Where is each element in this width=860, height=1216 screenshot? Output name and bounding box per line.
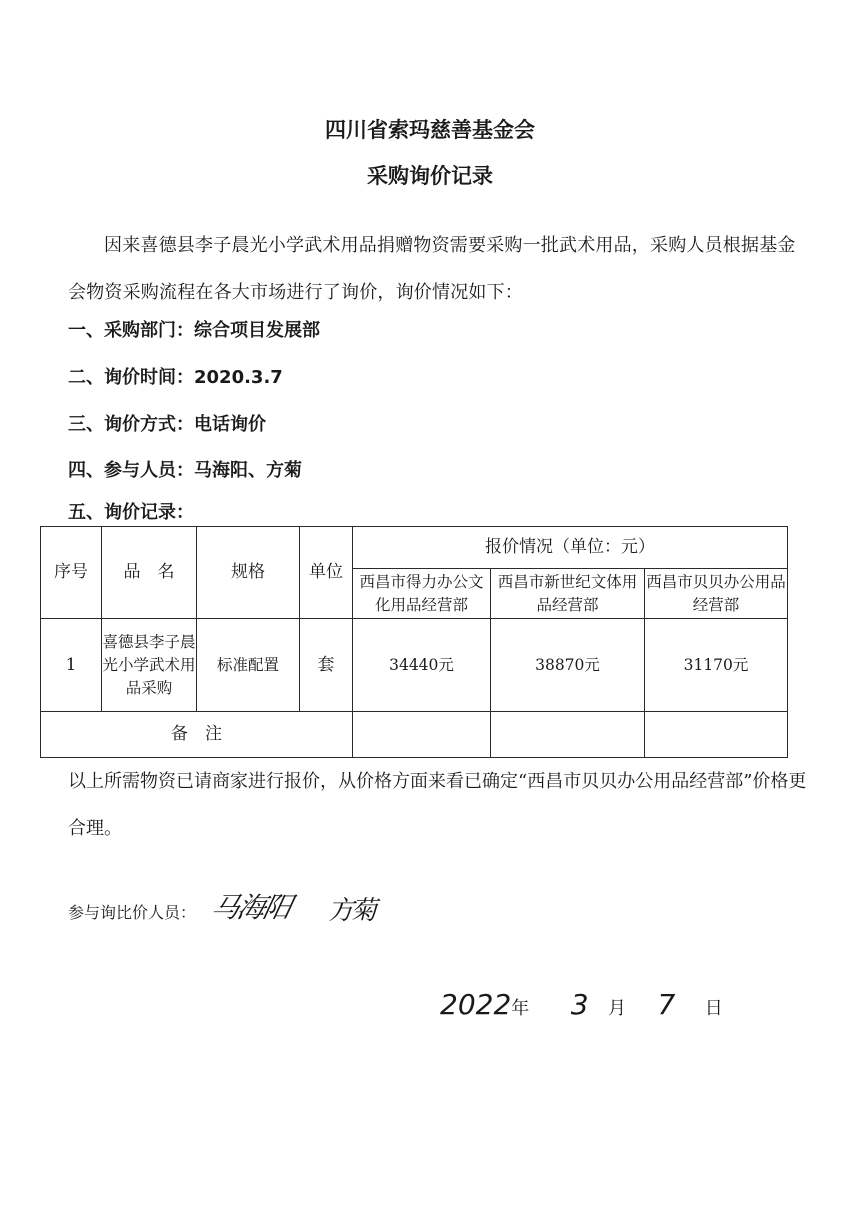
header-name: 品 名	[102, 527, 197, 619]
item-label: 四、参与人员：	[68, 460, 194, 481]
signature-handwritten: 方菊	[328, 896, 375, 926]
vendor-header: 西昌市得力办公文化用品经营部	[353, 569, 491, 619]
item-value: 电话询价	[194, 414, 266, 435]
row-seq: 1	[41, 619, 102, 711]
date-month: 3	[570, 988, 589, 1021]
item-inquiry-time	[68, 363, 283, 389]
header-quote-group: 报价情况（单位：元）	[353, 527, 788, 569]
document-title: 四川省索玛慈善基金会	[325, 118, 535, 142]
vendor-header: 西昌市贝贝办公用品经营部	[645, 569, 788, 619]
signature-label: 参与询比价人员：	[68, 903, 197, 922]
item-value: 2020.3.7	[194, 367, 283, 388]
row-name: 喜德县李子晨光小学武术用品采购	[102, 619, 197, 711]
item-inquiry-record	[68, 498, 194, 524]
item-value: 综合项目发展部	[194, 320, 320, 341]
remark-cell	[491, 711, 645, 757]
item-inquiry-method	[68, 410, 266, 436]
signature-handwritten: 马海阳	[208, 891, 294, 924]
header-seq: 序号	[41, 527, 102, 619]
row-unit: 套	[300, 619, 353, 711]
conclusion-paragraph: 以上所需物资已请商家进行报价，从价格方面来看已确定“西昌市贝贝办公用品经营部”价格更合理。	[68, 771, 807, 839]
remark-cell	[645, 711, 788, 757]
item-department	[68, 316, 320, 342]
row-price: 34440元	[353, 619, 491, 711]
header-row	[41, 527, 788, 569]
table-row	[41, 619, 788, 711]
row-price: 31170元	[645, 619, 788, 711]
remark-cell	[353, 711, 491, 757]
signing-date	[440, 988, 723, 1021]
item-label: 二、询价时间：	[68, 367, 194, 388]
date-year: 2022	[440, 988, 512, 1021]
remark-row	[41, 711, 788, 757]
remark-label: 备 注	[41, 711, 353, 757]
intro-paragraph: 因来喜德县李子晨光小学武术用品捐赠物资需要采购一批武术用品，采购人员根据基金会物资采购流程在各大市场进行了询价，询价情况如下：	[68, 235, 796, 303]
header-spec: 规格	[197, 527, 300, 619]
header-unit: 单位	[300, 527, 353, 619]
vendor-header: 西昌市新世纪文体用品经营部	[491, 569, 645, 619]
item-label: 一、采购部门：	[68, 320, 194, 341]
date-day: 7	[657, 988, 676, 1021]
quote-table	[40, 526, 788, 758]
item-label: 三、询价方式：	[68, 414, 194, 435]
item-value: 马海阳、方菊	[194, 460, 302, 481]
date-day-suffix: 日	[704, 998, 723, 1019]
row-spec: 标准配置	[197, 619, 300, 711]
item-label: 五、询价记录：	[68, 502, 194, 523]
date-year-suffix: 年	[511, 998, 530, 1019]
row-price: 38870元	[491, 619, 645, 711]
document-subtitle: 采购询价记录	[367, 164, 493, 188]
date-month-suffix: 月	[608, 998, 627, 1019]
item-participants	[68, 456, 302, 482]
